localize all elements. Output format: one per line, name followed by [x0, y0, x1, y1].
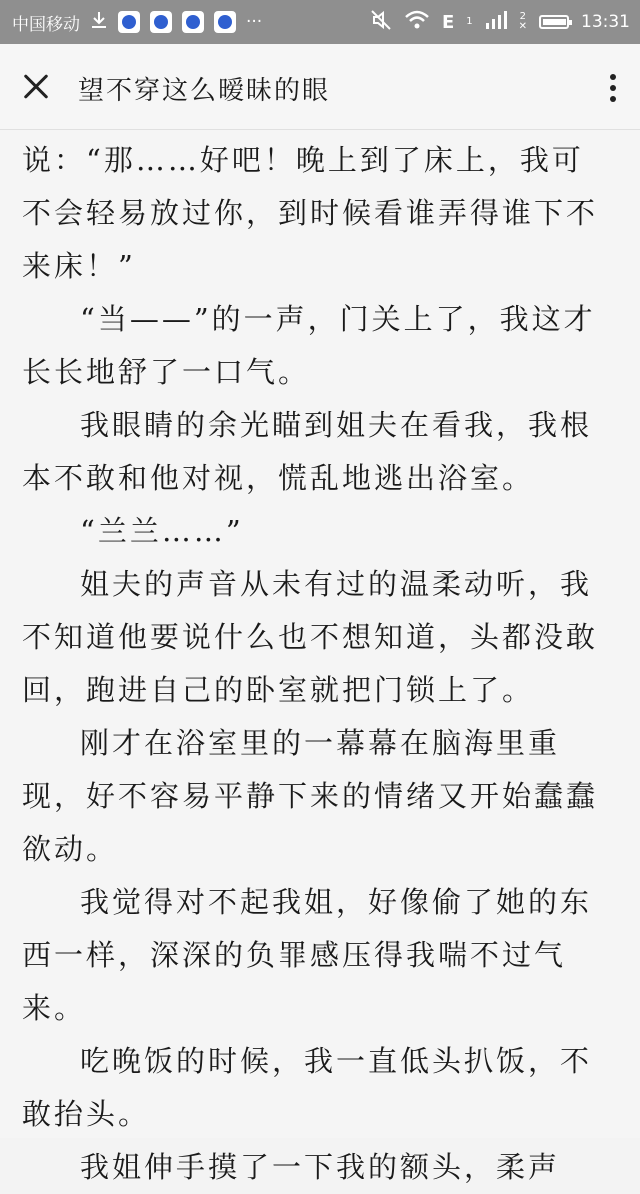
- article-paragraph: 说：“那……好吧！晚上到了床上，我可不会轻易放过你，到时候看谁弄得谁下不来床！”: [22, 143, 599, 283]
- article-paragraph: “当——”的一声，门关上了，我这才长长地舒了一口气。: [22, 302, 596, 389]
- article-paragraph: 姐夫的声音从未有过的温柔动听，我不知道他要说什么也不想知道，头都没敢回，跑进自己的卧室就把门锁上了。: [22, 567, 599, 707]
- baidu-paw-icon: [214, 11, 236, 33]
- mute-icon: [370, 9, 392, 36]
- article-paragraph: 刚才在浴室里的一幕幕在脑海里重现，好不容易平静下来的情绪又开始蠢蠢欲动。: [22, 726, 599, 866]
- more-options-icon[interactable]: [610, 74, 616, 102]
- article-paragraph: 我姐伸手摸了一下我的额头，柔声: [80, 1150, 561, 1184]
- status-left: [12, 0, 262, 44]
- status-right: [370, 0, 630, 44]
- carrier-label: 中国移动: [12, 14, 80, 35]
- download-arrow-icon: [90, 10, 108, 35]
- baidu-paw-icon: [118, 11, 140, 33]
- article-body: [0, 130, 640, 1194]
- sim2-label: 2: [519, 11, 526, 22]
- clock: 13:31: [581, 12, 630, 32]
- article-paragraph: “兰兰……”: [80, 514, 244, 548]
- article-paragraph: 我眼睛的余光瞄到姐夫在看我，我根本不敢和他对视，慌乱地逃出浴室。: [22, 408, 593, 495]
- no-signal-icon: ✕: [518, 21, 527, 32]
- overflow-dots: ···: [246, 12, 263, 32]
- baidu-paw-icon: [182, 11, 204, 33]
- article-paragraph: 吃晚饭的时候，我一直低头扒饭，不敢抬头。: [22, 1044, 593, 1131]
- status-bar: [0, 0, 640, 44]
- battery-icon: [539, 15, 569, 29]
- signal-bars-icon: [485, 11, 507, 34]
- wifi-icon: [404, 10, 430, 35]
- sim1-signal: [466, 17, 472, 27]
- network-type: E: [441, 11, 455, 33]
- sim1-label: 1: [466, 16, 473, 27]
- page-title: 望不穿这么暧昧的眼: [78, 76, 331, 106]
- sim2-signal: [519, 12, 527, 32]
- title-bar: [0, 44, 640, 130]
- article-paragraph: 我觉得对不起我姐，好像偷了她的东西一样，深深的负罪感压得我喘不过气来。: [22, 885, 593, 1025]
- baidu-paw-icon: [150, 11, 172, 33]
- article-content[interactable]: [0, 130, 640, 1184]
- close-icon[interactable]: [16, 66, 56, 106]
